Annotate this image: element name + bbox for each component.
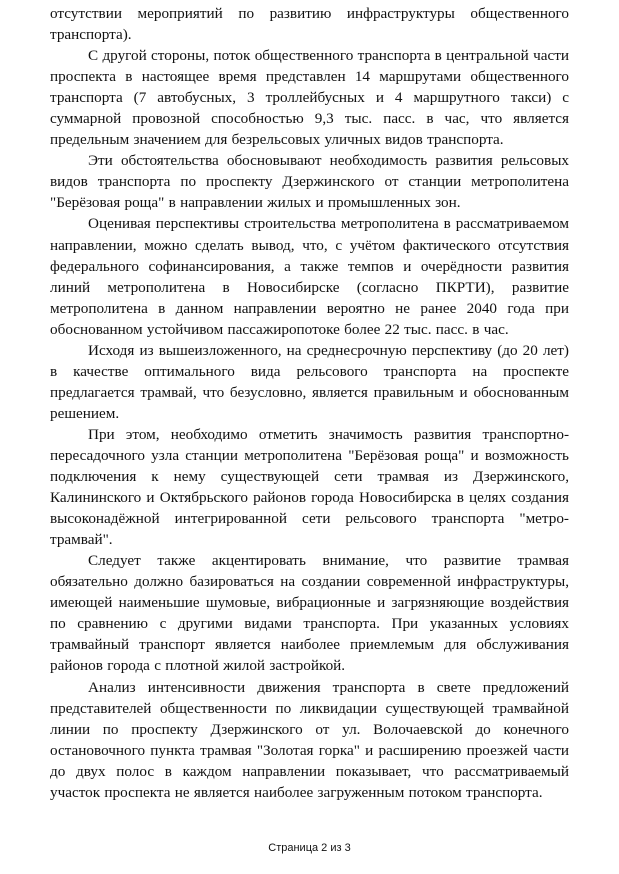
- paragraph-transport-flow: С другой стороны, поток общественного транспорта в центральной части проспекта в настоящее время представлен 14 маршрутами общественного транспорта (7 автобусных, 3 троллейбусных и 4 маршрутного такси) с суммарной провозной способностью 9,3 тыс. пасс. в час, что является предельным значением для безрельсовых уличных видов транспорта.: [50, 47, 569, 149]
- paragraph-rail-necessity: Эти обстоятельства обосновывают необходимость развития рельсовых видов транспорта по проспекту Дзержинского от станции метрополитена "Берёзовая роща" в направлении жилых и промышленных зон.: [50, 152, 569, 212]
- paragraph-metro-prospects: Оценивая перспективы строительства метрополитена в рассматриваемом направлении, можно сделать вывод, что, с учётом фактического отсутствия федерального софинансирования, а также темпов и очерёдности развития линий метрополитена в Новосибирске (согласно ПКРТИ), развитие метрополитена в данном направлении вероятно не ранее 2040 года при обоснованном устойчивом пассажиропотоке более 22 тыс. пасс. в час.: [50, 215, 569, 338]
- paragraph-continuation: отсутствии мероприятий по развитию инфраструктуры общественного транспорта).: [50, 5, 569, 44]
- paragraph-transfer-hub: При этом, необходимо отметить значимость развития транспортно-пересадочного узла станции метрополитена "Берёзовая роща" и возможность подключения к нему существующей сети трамвая из Дзержинского, Калининского и Октябрьского районов города Новосибирска в целях создания высоконадёжной интегрированной сети рельсового транспорта "метро-трамвай".: [50, 425, 569, 549]
- page-number-footer: Страница 2 из 3: [268, 842, 351, 854]
- paragraph-infrastructure: Следует также акцентировать внимание, что развитие трамвая обязательно должно базироваться на создании современной инфраструктуры, имеющей наименьшие шумовые, вибрационные и загрязняющие воздействия по сравнению с другими видами транспорта. При указанных условиях трамвайный транспорт является наиболее приемлемым для обслуживания районов города с плотной жилой застройкой.: [50, 552, 569, 675]
- paragraph-tram-proposal: Исходя из вышеизложенного, на среднесрочную перспективу (до 20 лет) в качестве оптимального вида рельсового транспорта на проспекте предлагается трамвай, что безусловно, является правильным и обоснованным решением.: [50, 341, 569, 422]
- paragraph-traffic-analysis: Анализ интенсивности движения транспорта в свете предложений представителей общественности по ликвидации существующей трамвайной линии по проспекту Дзержинского от ул. Волочаевской до конечного остановочного пункта трамвая "Золотая горка" и расширению проезжей части до двух полос в каждом направлении показывает, что рассматриваемый участок проспекта не является наиболее загруженным потоком транспорта.: [50, 678, 569, 801]
- document-page: [50, 3, 569, 803]
